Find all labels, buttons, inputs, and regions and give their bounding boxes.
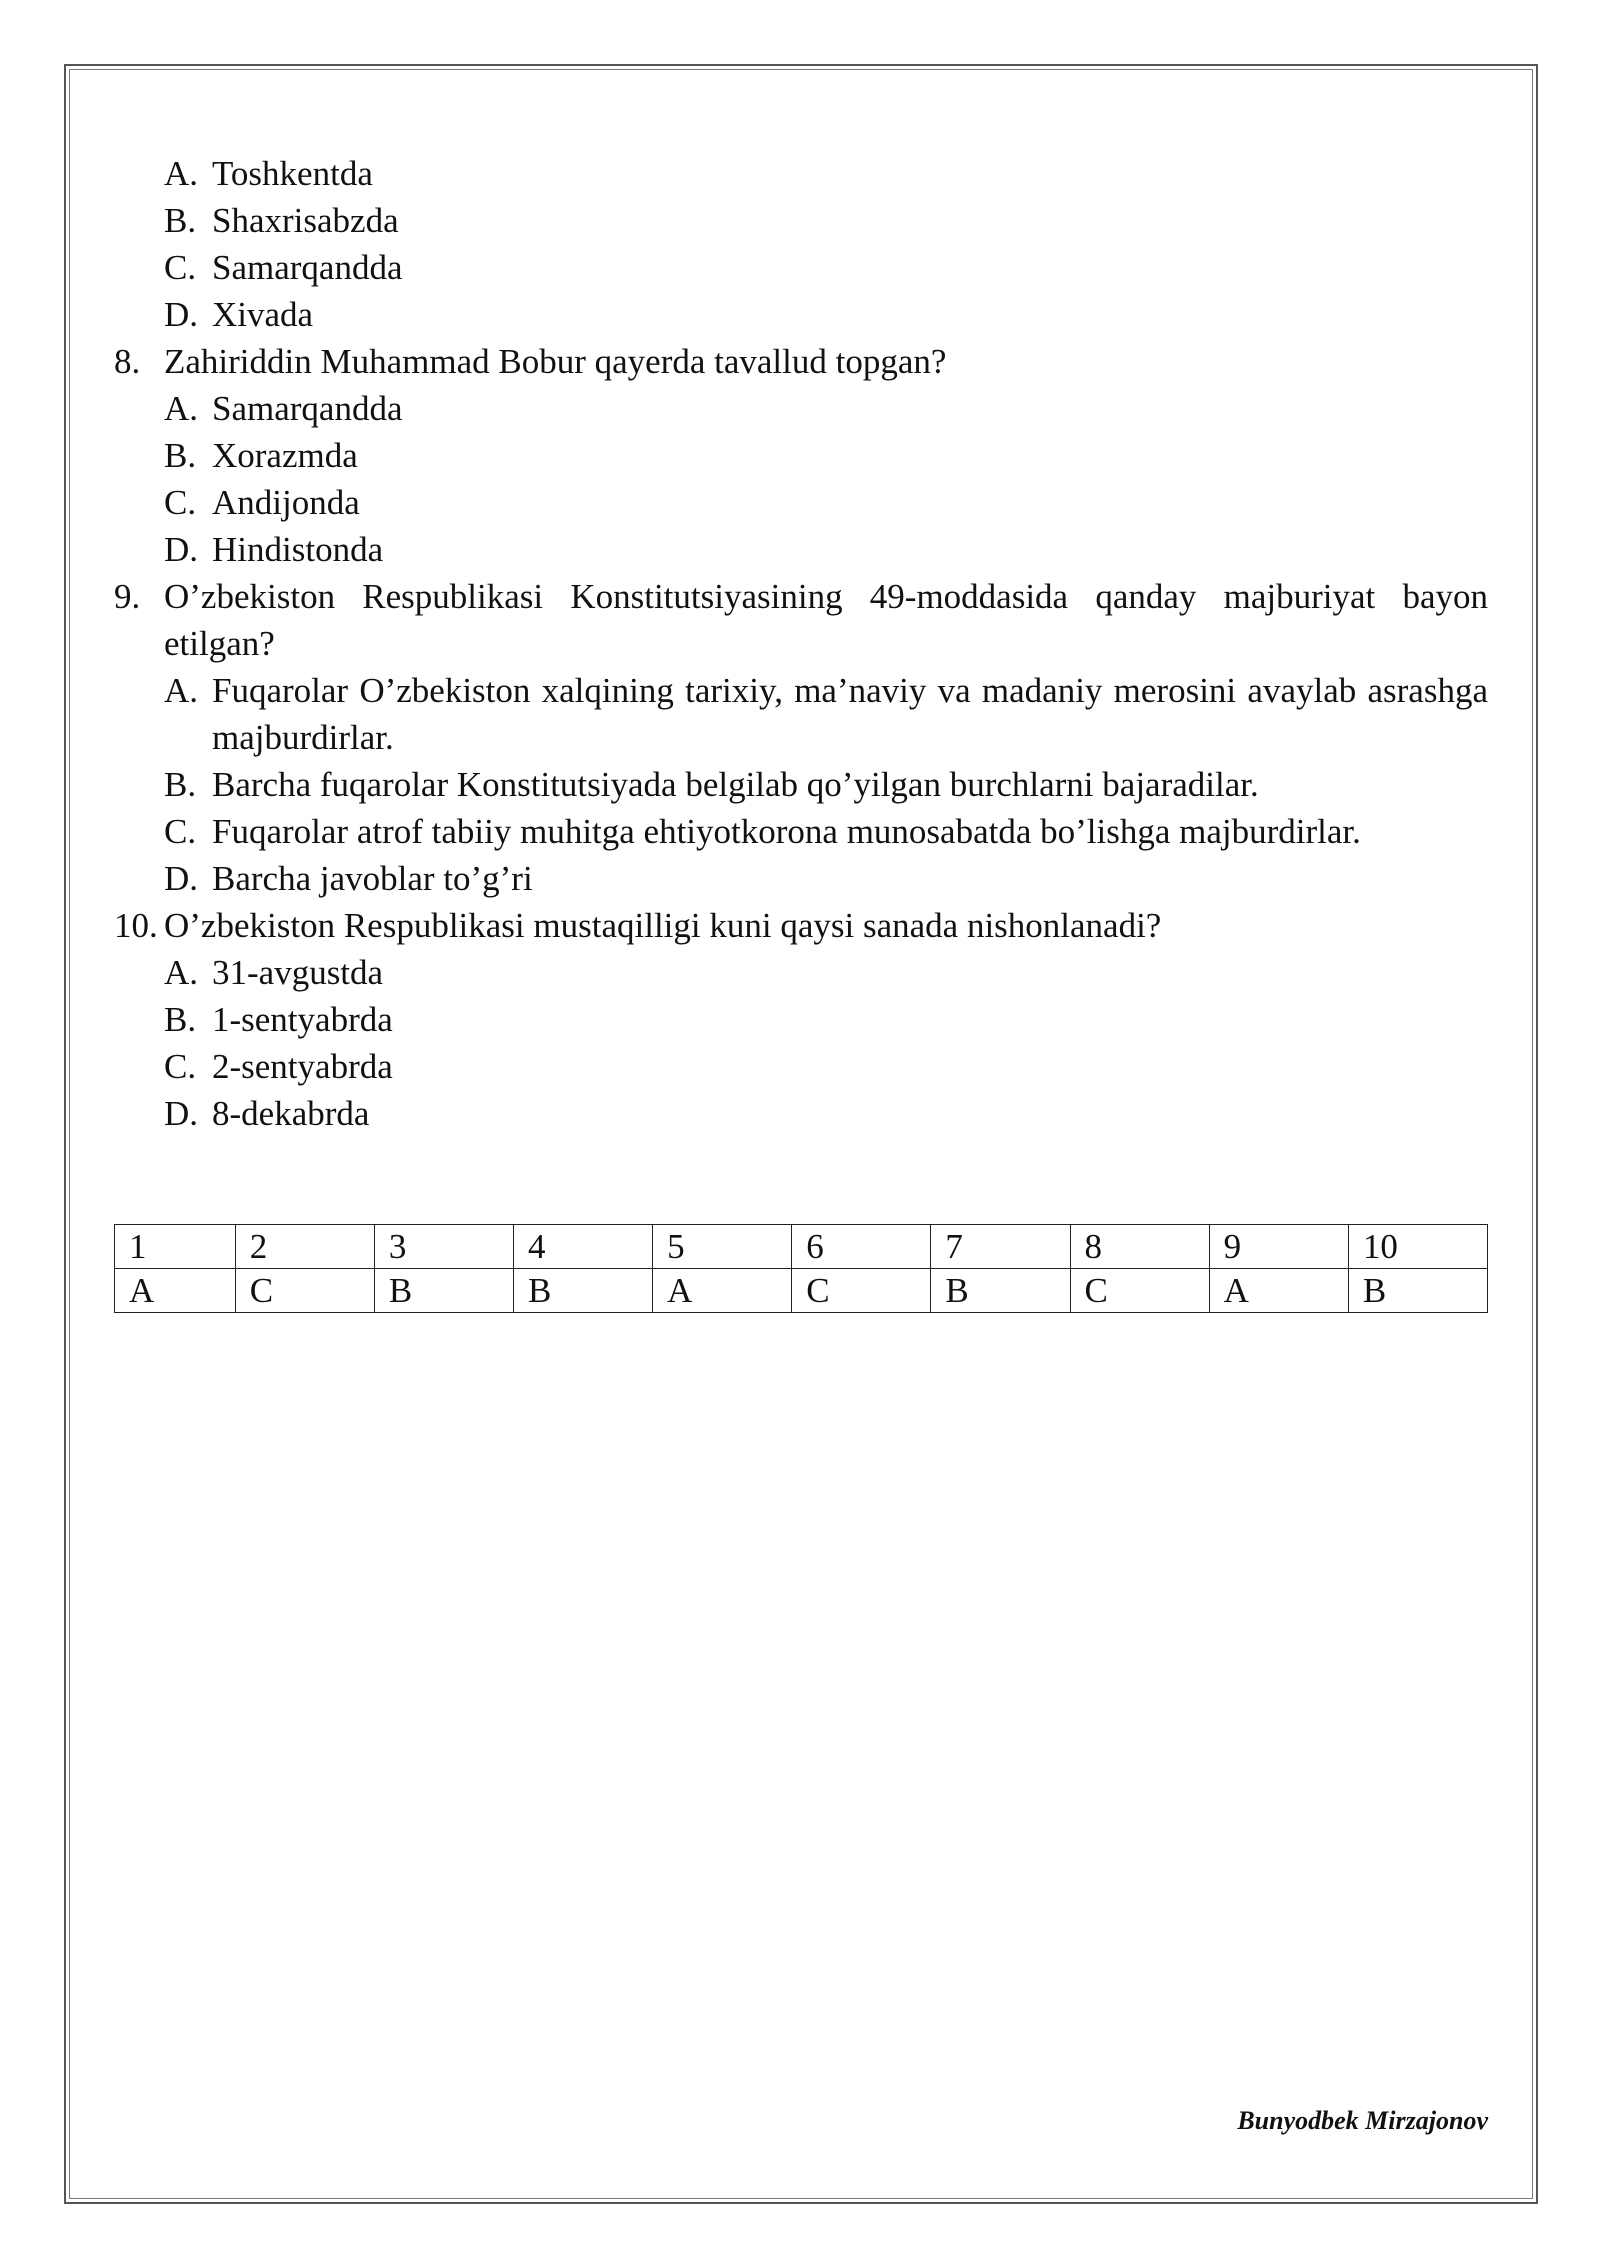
answer-option [114,244,1488,291]
question-text: O’zbekiston Respublikasi mustaqilligi kuni qaysi sanada nishonlanadi? [164,906,1162,945]
option-letter: B. [164,765,197,804]
answer-option [114,432,1488,479]
answer-key-answer-cell: C [235,1269,374,1313]
answer-key-number-cell: 10 [1348,1225,1487,1269]
answer-key-answer-cell: A [1209,1269,1348,1313]
answer-option [114,385,1488,432]
answer-key-answer-cell: B [1348,1269,1487,1313]
answer-key-number-cell: 1 [115,1225,236,1269]
answer-option [114,197,1488,244]
option-text: 2-sentyabrda [212,1047,393,1086]
option-text: Andijonda [212,483,360,522]
question-text: Zahiriddin Muhammad Bobur qayerda tavallud topgan? [164,342,947,381]
question-text: O’zbekiston Respublikasi Konstitutsiyasining 49-moddasida qanday majburiyat bayon etilgan? [164,577,1488,663]
option-text: 8-dekabrda [212,1094,370,1133]
answer-key-number-cell: 5 [653,1225,792,1269]
answer-key-numbers-row [115,1225,1488,1269]
answer-key-answer-cell: A [115,1269,236,1313]
option-letter: C. [164,1047,197,1086]
answer-key-number-cell: 4 [513,1225,652,1269]
question [114,902,1488,949]
question-number: 8. [114,342,141,381]
option-text: 31-avgustda [212,953,384,992]
option-letter: D. [164,530,199,569]
option-text: Shaxrisabzda [212,201,399,240]
answer-key-answer-cell: B [931,1269,1070,1313]
answer-option [114,761,1488,808]
answer-option [114,479,1488,526]
option-text: Hindistonda [212,530,384,569]
option-text: Toshkentda [212,154,373,193]
option-letter: C. [164,483,197,522]
answer-key-number-cell: 3 [374,1225,513,1269]
option-letter: A. [164,389,199,428]
answer-key-number-cell: 6 [792,1225,931,1269]
answer-option [114,996,1488,1043]
option-letter: C. [164,812,197,851]
question [114,338,1488,385]
option-letter: B. [164,201,197,240]
option-letter: B. [164,1000,197,1039]
answer-option [114,150,1488,197]
option-letter: D. [164,1094,199,1133]
option-text: Barcha fuqarolar Konstitutsiyada belgilab qo’yilgan burchlarni bajaradilar. [212,765,1259,804]
answer-key-number-cell: 8 [1070,1225,1209,1269]
option-letter: D. [164,859,199,898]
option-text: 1-sentyabrda [212,1000,393,1039]
answer-key-answer-cell: C [792,1269,931,1313]
option-text: Fuqarolar atrof tabiiy muhitga ehtiyotkorona munosabatda bo’lishga majburdirlar. [212,812,1361,851]
quiz-content [114,150,1488,1137]
question [114,573,1488,667]
answer-key-number-cell: 2 [235,1225,374,1269]
option-text: Xorazmda [212,436,358,475]
option-letter: B. [164,436,197,475]
answer-option [114,855,1488,902]
answer-option [114,949,1488,996]
option-letter: A. [164,953,199,992]
author-name: Bunyodbek Mirzajonov [1237,2106,1488,2135]
answer-key-answer-cell: B [374,1269,513,1313]
option-letter: A. [164,671,199,710]
answer-key-table [114,1224,1488,1313]
answer-option [114,667,1488,761]
option-letter: C. [164,248,197,287]
answer-key-answer-cell: C [1070,1269,1209,1313]
option-letter: D. [164,295,199,334]
answer-option [114,1090,1488,1137]
answer-key-answers-row [115,1269,1488,1313]
option-text: Xivada [212,295,314,334]
answer-option [114,808,1488,855]
option-text: Samarqandda [212,389,403,428]
option-text: Barcha javoblar to’g’ri [212,859,533,898]
answer-key-answer-cell: B [513,1269,652,1313]
option-text: Fuqarolar O’zbekiston xalqining tarixiy, ma’naviy va madaniy merosini avaylab asrashga majburdirlar. [212,671,1488,757]
question-number: 9. [114,577,141,616]
answer-key-number-cell: 7 [931,1225,1070,1269]
answer-key-answer-cell: A [653,1269,792,1313]
answer-option [114,291,1488,338]
answer-key-number-cell: 9 [1209,1225,1348,1269]
answer-option [114,1043,1488,1090]
option-letter: A. [164,154,199,193]
option-text: Samarqandda [212,248,403,287]
question-number: 10. [114,906,158,945]
answer-option [114,526,1488,573]
